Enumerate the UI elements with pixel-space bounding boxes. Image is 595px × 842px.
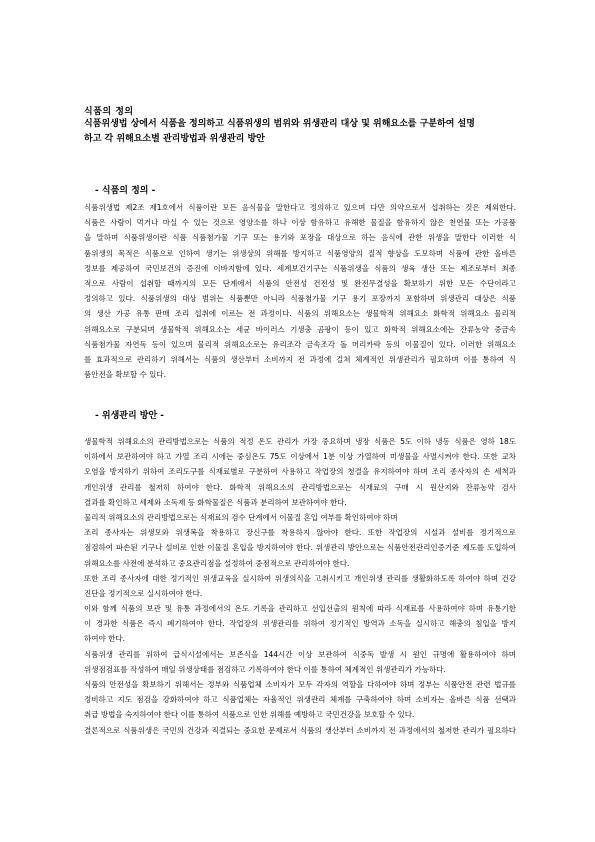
document-label: 식품의 정의 xyxy=(84,107,134,117)
paragraph-line: 하여야 한다. xyxy=(84,634,125,644)
paragraph-line: 정비하고 지도 점검을 강화하여야 하고 식품업체는 자율적인 위생관리 체계를 구축하여야 하며 소비자는 올바른 식품 선택과 xyxy=(84,695,516,705)
paragraph-line: 조리 종사자는 위생모와 위생복을 착용하고 장신구를 착용하지 않아야 한다. 또한 작업장의 시설과 설비를 정기적으로 xyxy=(84,528,516,538)
section-heading-management: - 위생관리 방안 - xyxy=(95,411,165,421)
paragraph-line: 이와 함께 식품의 보관 및 유통 과정에서의 온도 기록을 관리하고 선입선출의 원칙에 따라 식재료를 사용하여야 하며 유통기한 xyxy=(84,604,516,614)
paragraph-line: 품안전을 확보할 수 있다. xyxy=(84,370,166,380)
paragraph-line: 오염을 방지하기 위하여 조리도구를 식재료별로 구분하여 사용하고 작업장의 청결을 유지하여야 하며 조리 종사자의 손 세척과 xyxy=(84,467,516,477)
document-title xyxy=(84,117,514,147)
paragraph-line: 식품은 사람이 먹거나 마실 수 있는 것으로 영양소를 하나 이상 함유하고 유해한 물질을 함유하지 않은 천연물 또는 가공품 xyxy=(84,218,516,228)
paragraph-line: 결과를 확인하고 세제와 소독제 등 화학물질은 식품과 분리하여 보관하여야 한다. xyxy=(84,497,347,507)
title-line: 식품위생법 상에서 식품을 정의하고 식품위생의 범위와 위생관리 대상 및 위해요소를 구분하여 설명 xyxy=(84,119,475,129)
paragraph-line: 식품의 안전성을 확보하기 위해서는 정부와 식품업체 소비자가 모두 각자의 역할을 다하여야 하며 정부는 식품안전 관련 법규를 xyxy=(84,680,516,689)
paragraph-line: 물리적 위해요소의 관리방법으로는 식재료의 검수 단계에서 이물질 혼입 여부를 확인하여야 하며 xyxy=(84,512,398,522)
paragraph-line: 을 말하며 식품위생이란 식품 식품첨가물 기구 또는 용기와 포장을 대상으로 하는 음식에 관한 위생을 말한다 이러한 식 xyxy=(84,233,516,243)
paragraph-line: 식품위생법 제2조 제1호에서 식품이란 모든 음식물을 말한다고 정의하고 있으며 다만 의약으로서 섭취하는 것은 제외한다. xyxy=(84,203,516,212)
paragraph-line: 의 생산 가공 유통 판매 조리 섭취에 이르는 전 과정이다. 식품의 위해요소는 생물학적 위해요소 화학적 위해요소 물리적 xyxy=(84,309,516,319)
paragraph-line: 위해요소로 구분되며 생물학적 위해요소는 세균 바이러스 기생충 곰팡이 등이 있고 화학적 위해요소에는 잔류농약 중금속 xyxy=(84,324,516,334)
paragraph-line: 진단을 정기적으로 실시하여야 한다. xyxy=(84,588,203,598)
paragraph-line: 정보를 제공하여 국민보건의 증진에 이바지함에 있다. 세계보건기구는 식품위생을 식품의 생육 생산 또는 제조로부터 최종 xyxy=(84,263,516,273)
paragraph-line: 이 경과한 식품은 즉시 폐기하여야 한다. 작업장의 위생관리를 위하여 정기적인 방역과 소독을 실시하고 해충의 침입을 방지 xyxy=(84,619,516,629)
paragraph-line: 취급 방법을 숙지하여야 한다 이를 통하여 식품으로 인한 위해를 예방하고 국민건강을 보호할 수 있다. xyxy=(84,710,415,720)
paragraph-line: 정의하고 있다. 식품위생의 대상 범위는 식품뿐만 아니라 식품첨가물 기구 용기 포장까지 포함하며 위생관리 대상은 식품 xyxy=(84,294,516,304)
paragraph-line: 개인위생 관리를 철저히 하여야 한다. 화학적 위해요소의 관리방법으로는 식재료의 구매 시 원산지와 잔류농약 검사 xyxy=(84,482,516,492)
title-line: 하고 각 위해요소별 관리방법과 위생관리 방안 xyxy=(84,134,265,144)
paragraph-line: 위해요소를 사전에 분석하고 중요관리점을 설정하여 중점적으로 관리하여야 한다. xyxy=(84,558,350,568)
paragraph-line: 또한 조리 종사자에 대한 정기적인 위생교육을 실시하여 위생의식을 고취시키고 개인위생 관리를 생활화하도록 하여야 하며 건강 xyxy=(84,573,516,583)
paragraph-line: 품위생의 목적은 식품으로 인하여 생기는 위생상의 위해를 방지하고 식품영양의 질적 향상을 도모하며 식품에 관한 올바른 xyxy=(84,248,516,258)
paragraph-line: 위생점검표를 작성하여 매일 위생상태를 점검하고 기록하여야 한다 이를 통하여 체계적인 위생관리가 가능하다. xyxy=(84,664,446,674)
paragraph-line: 적으로 사람이 섭취할 때까지의 모든 단계에서 식품의 안전성 건전성 및 완전무결성을 확보하기 위한 모든 수단이라고 xyxy=(84,278,516,288)
paragraph-line: 를 효과적으로 관리하기 위해서는 식품의 생산부터 소비까지 전 과정에 걸쳐 체계적인 위생관리가 필요하며 이를 통하여 식 xyxy=(84,354,516,364)
paragraph-line: 식품첨가물 자연독 등이 있으며 물리적 위해요소로는 유리조각 금속조각 돌 머리카락 등의 이물질이 있다. 이러한 위해요소 xyxy=(84,339,516,349)
paragraph-line: 생물학적 위해요소의 관리방법으로는 식품의 적정 온도 관리가 가장 중요하며 냉장 식품은 5도 이하 냉동 식품은 영하 18도 xyxy=(84,437,516,446)
paragraph-line: 결론적으로 식품위생은 국민의 건강과 직결되는 중요한 문제로서 식품의 생산부터 소비까지 전 과정에서의 철저한 관리가 필요하다 xyxy=(84,725,516,735)
section-body-definition xyxy=(84,200,516,382)
paragraph-line: 이하에서 보관하여야 하고 가열 조리 시에는 중심온도 75도 이상에서 1분 이상 가열하여 미생물을 사멸시켜야 한다. 또한 교차 xyxy=(84,452,516,462)
paragraph-line: 식품위생 관리를 위하여 급식시설에서는 보존식을 144시간 이상 보관하여 식중독 발생 시 원인 규명에 활용하여야 하며 xyxy=(84,649,516,659)
section-body-management xyxy=(84,434,516,738)
paragraph-line: 점검하여 파손된 기구나 설비로 인한 이물질 혼입을 방지하여야 한다. 위생관리 방안으로는 식품안전관리인증기준 제도를 도입하여 xyxy=(84,543,516,553)
section-heading-definition: - 식품의 정의 - xyxy=(95,186,156,196)
